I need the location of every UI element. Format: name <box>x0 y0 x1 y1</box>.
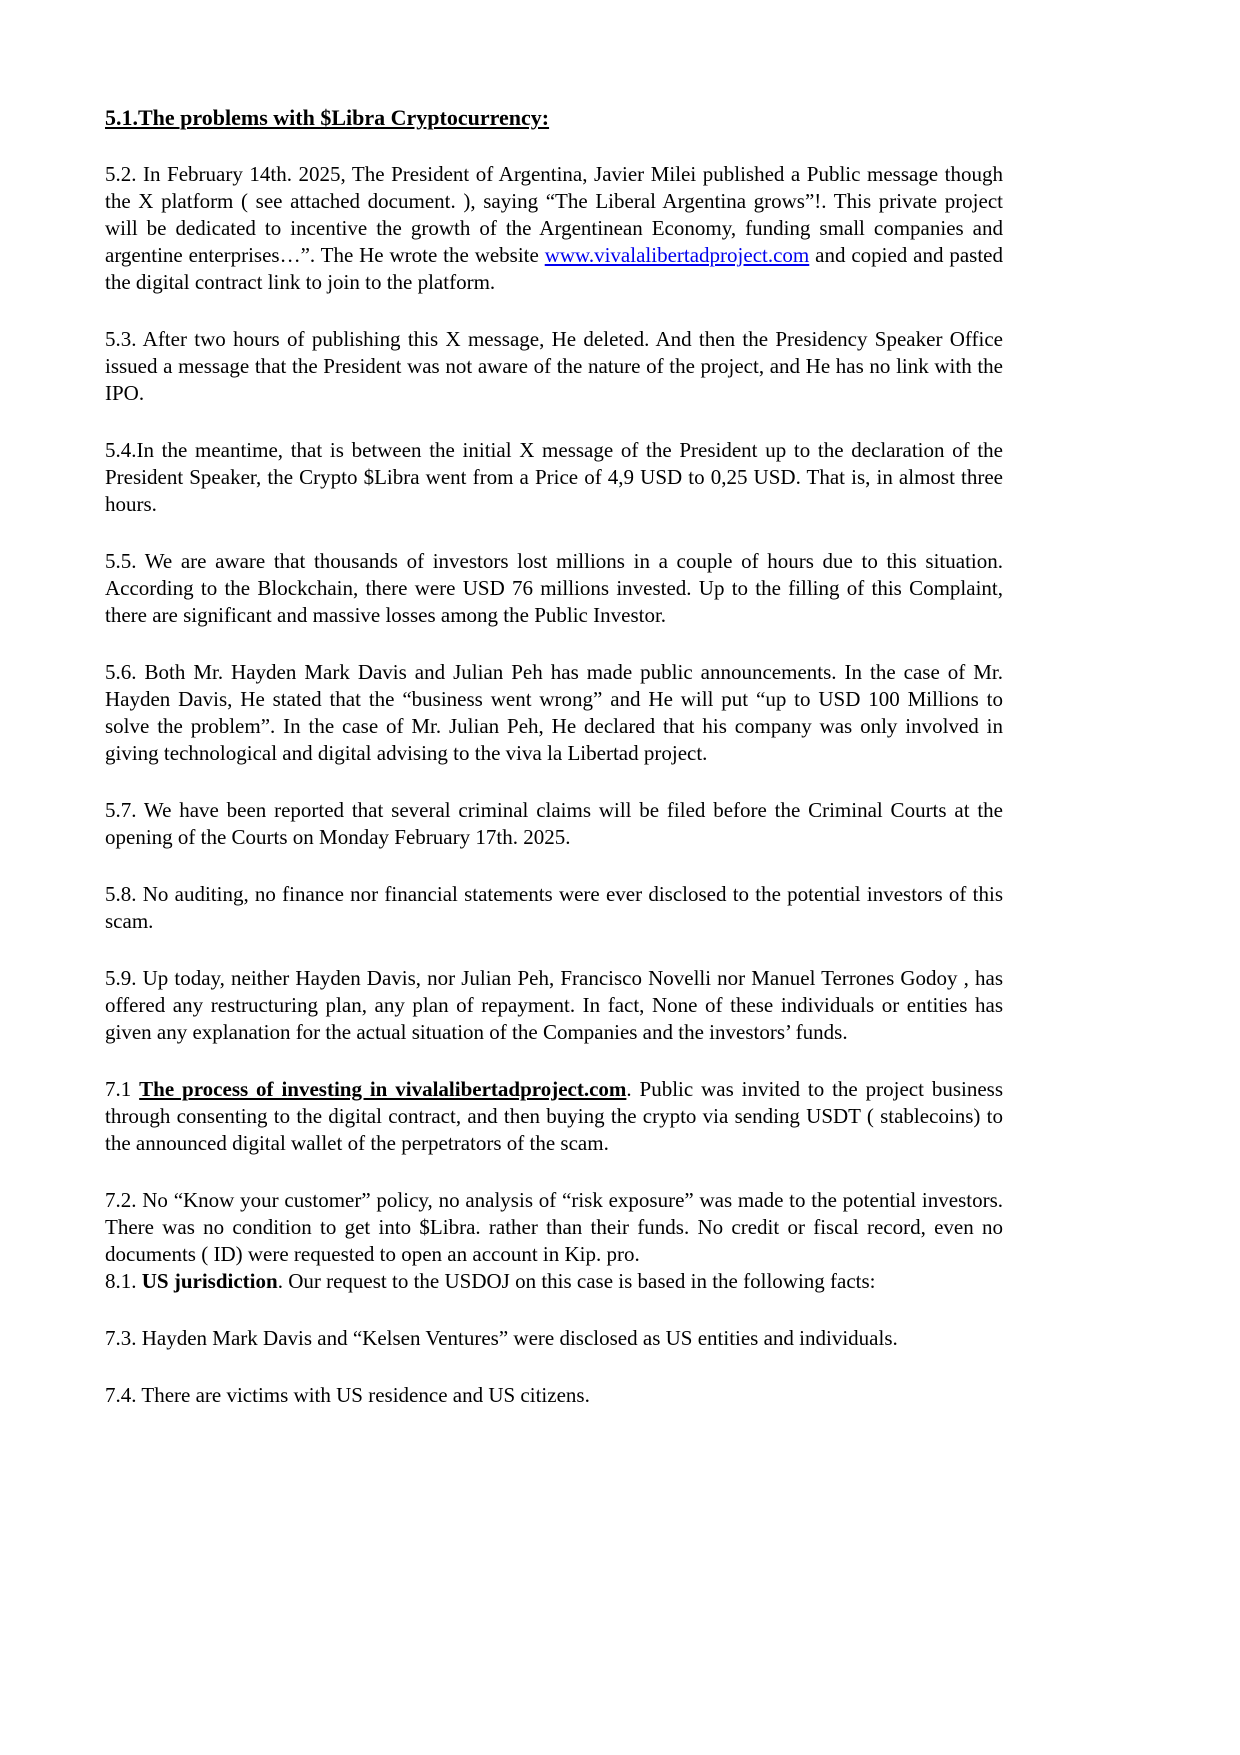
paragraph-5-5: 5.5. We are aware that thousands of investors lost millions in a couple of hours due to this situation. According to the Blockchain, there were USD 76 millions invested. Up to the filling of this Complaint, there are significant and massive losses among the Public Investor. <box>105 549 1003 627</box>
paragraph-5-2-text-before-link: 5.2. In February 14th. 2025, The President of Argentina, Javier Milei published a Public message though the X platform ( see attached document. ), saying “The Liberal Argentina grows”!. This private project will be dedicated to incentive the growth of the Argentinean Economy, funding small companies and argentine enterprises…”. The He wrote the website <box>105 162 1003 267</box>
paragraph-8-1-number: 8.1. <box>105 1269 142 1293</box>
paragraph-7-1-number: 7.1 <box>105 1077 140 1101</box>
paragraph-5-3: 5.3. After two hours of publishing this X message, He deleted. And then the Presidency Speaker Office issued a message that the President was not aware of the nature of the project, and He has no link with the IPO. <box>105 327 1003 405</box>
paragraph-7-3: 7.3. Hayden Mark Davis and “Kelsen Ventures” were disclosed as US entities and individuals. <box>105 1326 898 1350</box>
paragraph-5-2 <box>105 161 1003 296</box>
paragraph-7-2: 7.2. No “Know your customer” policy, no analysis of “risk exposure” was made to the potential investors. There was no condition to get into $Libra. rather than their funds. No credit or fiscal record, even no documents ( ID) were requested to open an account in Kip. pro. <box>105 1188 1003 1266</box>
paragraph-8-1 <box>105 1268 1003 1295</box>
vivalalibertadproject-link[interactable]: www.vivalalibertadproject.com <box>544 243 810 267</box>
section-heading-5-1: 5.1.The problems with $Libra Cryptocurrency: <box>105 105 550 130</box>
paragraph-7-4: 7.4. There are victims with US residence and US citizens. <box>105 1383 590 1407</box>
paragraph-5-7: 5.7. We have been reported that several criminal claims will be filed before the Criminal Courts at the opening of the Courts on Monday February 17th. 2025. <box>105 798 1003 849</box>
paragraph-5-8: 5.8. No auditing, no finance nor financial statements were ever disclosed to the potential investors of this scam. <box>105 882 1003 933</box>
paragraph-7-1 <box>105 1076 1003 1157</box>
paragraph-5-2-text-after-link: and copied and pasted the digital contract link to join to the platform. <box>105 243 1003 294</box>
paragraph-7-1-subheading: The process of investing in vivalalibertadproject.com <box>139 1077 627 1101</box>
paragraph-8-1-subheading: US jurisdiction <box>141 1269 278 1293</box>
paragraph-7-1-text: . Public was invited to the project business through consenting to the digital contract, and then buying the crypto via sending USDT ( stablecoins) to the announced digital wallet of the perpetrators of the scam. <box>105 1077 1004 1155</box>
paragraph-5-4: 5.4.In the meantime, that is between the initial X message of the President up to the declaration of the President Speaker, the Crypto $Libra went from a Price of 4,9 USD to 0,25 USD. That is, in almost three hours. <box>105 438 1003 516</box>
paragraph-8-1-text: . Our request to the USDOJ on this case is based in the following facts: <box>277 1269 876 1293</box>
paragraph-5-6: 5.6. Both Mr. Hayden Mark Davis and Julian Peh has made public announcements. In the case of Mr. Hayden Davis, He stated that the “business went wrong” and He will put “up to USD 100 Millions to solve the problem”. In the case of Mr. Julian Peh, He declared that his company was only involved in giving technological and digital advising to the viva la Libertad project. <box>105 660 1003 765</box>
paragraph-5-9: 5.9. Up today, neither Hayden Davis, nor Julian Peh, Francisco Novelli nor Manuel Terrones Godoy , has offered any restructuring plan, any plan of repayment. In fact, None of these individuals or entities has given any explanation for the actual situation of the Companies and the investors’ funds. <box>105 966 1003 1044</box>
